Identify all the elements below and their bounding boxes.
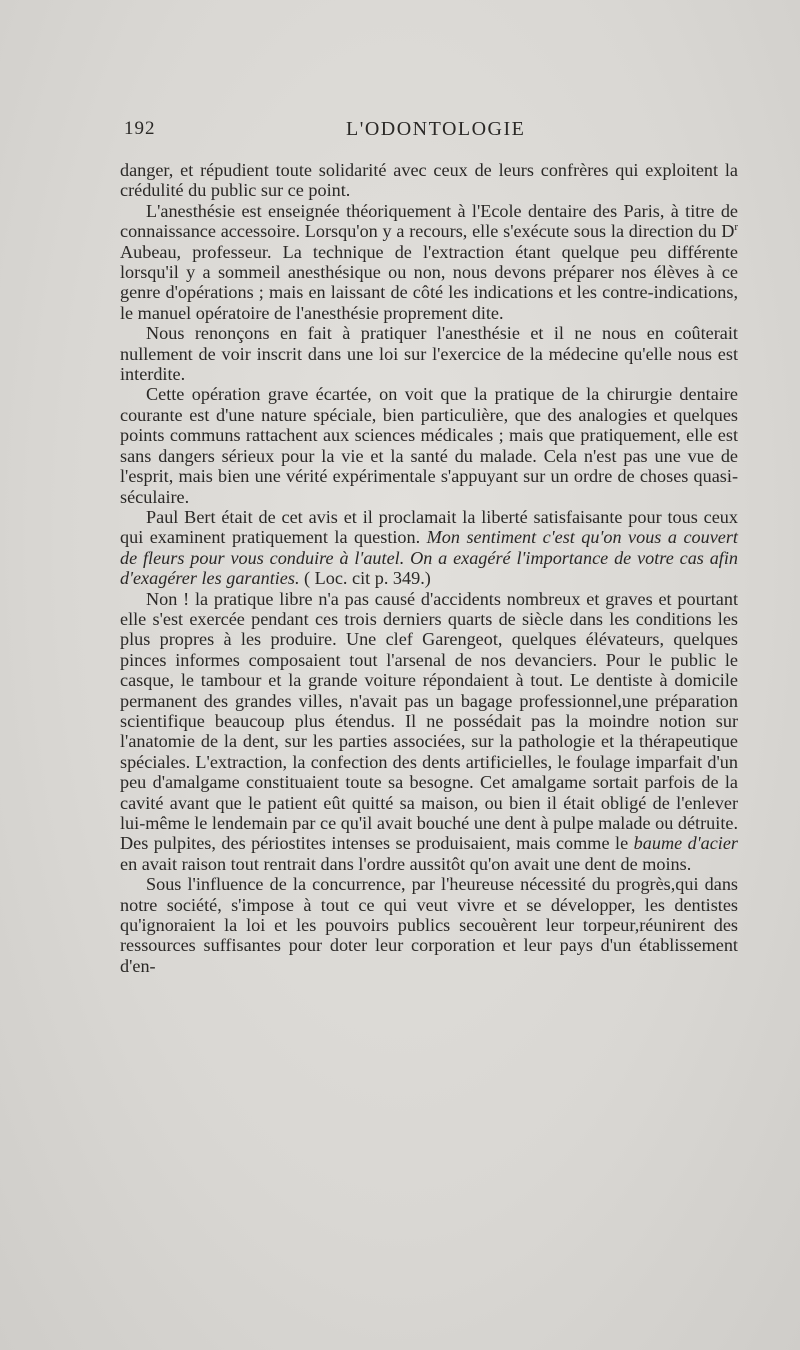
paragraph-text: Cette opération grave écartée, on voit que la pratique de la chirurgie dentaire courante est d'une nature spéciale, bien particulière, que des analogies et quelques points communs rattachent aux sciences médicales ; mais que pratiquement, elle est sans dangers sérieux pour la vie et la santé du malade. Cela n'est pas une vue de l'esprit, mais bien une vérité expérimentale s'appuyant sur un ordre de choses quasi-séculaire. xyxy=(120,384,738,507)
paragraph-continued xyxy=(120,160,738,201)
paragraph-text: Sous l'influence de la concurrence, par l'heureuse nécessité du progrès,qui dans notre société, s'impose à tout ce qui veut vivre et se développer, les dentistes qu'ignoraient la loi et les pouvoirs publics secouèrent leur torpeur,réunirent des ressources suffisantes pour doter leur corporation et leur pays d'un établissement d'en- xyxy=(120,874,738,976)
paragraph-text: en avait raison tout rentrait dans l'ordre aussitôt qu'on avait une dent de moins. xyxy=(120,853,692,874)
paragraph-anesthesie xyxy=(120,201,738,323)
paragraph-text: Non ! la pratique libre n'a pas causé d'accidents nombreux et graves et pourtant elle s'est exercée pendant ces trois derniers quarts de siècle dans les conditions les plus propres à les produire. Une clef Garengeot, quelques élévateurs, quelques pinces informes composaient tout l'arsenal de nos devanciers. Pour le public le casque, le tambour et la grande voiture répondaient à tout. Le dentiste à domicile permanent des grandes villes, n'avait pas un bagage professionnel,une préparation scientifique beaucoup plus étendus. Il ne possédait pas la moindre notion sur l'anatomie de la dent, sur les parties associées, sur la pathologie et la thérapeutique spéciales. L'extraction, la confection des dents artificielles, le foulage imparfait d'un peu d'amalgame constituaient toute sa besogne. Cet amalgame sortait parfois de la cavité avant que le patient eût quitté sa maison, ou bien il était obligé de l'enlever lui-même le lendemain par ce qu'il avait bouché une dent à pulpe malade ou détruite. Des pulpites, des périostites intenses se produisaient, mais comme le xyxy=(120,588,738,854)
superscript: r xyxy=(734,221,738,234)
italic-term: baume d'acier xyxy=(633,833,738,854)
paragraph-text: Nous renonçons en fait à pratiquer l'anesthésie et il ne nous en coûterait nullement de voir inscrit dans une loi sur l'exercice de la médecine qu'elle nous est interdite. xyxy=(120,323,738,385)
paragraph-pratique-libre xyxy=(120,589,738,875)
page-number: 192 xyxy=(124,118,156,139)
paragraph-text: L'anesthésie est enseignée théoriquement à l'Ecole dentaire des Paris, à titre de connaissance accessoire. Lorsqu'on y a recours, elle s'exécute sous la direction du D xyxy=(120,200,738,242)
italic-quote: Mon sentiment c'est qu'on vous a couvert de fleurs pour vous conduire à l'autel. On a exagéré l'importance de votre cas afin d'exagérer les garanties. xyxy=(120,527,738,589)
paragraph-text: Aubeau, professeur. La technique de l'extraction étant quelque peu différente lorsqu'il y a sommeil anesthésique ou non, nous devons préparer nos élèves à ce genre d'opérations ; mais en laissant de côté les indications et les contre-indications, le manuel opératoire de l'anesthésie proprement dite. xyxy=(120,241,738,323)
paragraph-concurrence xyxy=(120,874,738,976)
paragraph-text: danger, et répudient toute solidarité avec ceux de leurs confrères qui exploitent la crédulité du public sur ce point. xyxy=(120,160,738,201)
body-text xyxy=(120,160,738,976)
page-header xyxy=(120,118,740,148)
paragraph-operation xyxy=(120,384,738,506)
running-head: L'ODONTOLOGIE xyxy=(346,118,526,140)
paragraph-renoncons xyxy=(120,323,738,384)
citation: ( Loc. cit p. 349.) xyxy=(299,568,431,589)
paragraph-paul-bert xyxy=(120,507,738,589)
paragraph-text: Paul Bert était de cet avis et il proclamait la liberté satisfaisante pour tous ceux qui examinent pratiquement la question. xyxy=(120,506,738,548)
